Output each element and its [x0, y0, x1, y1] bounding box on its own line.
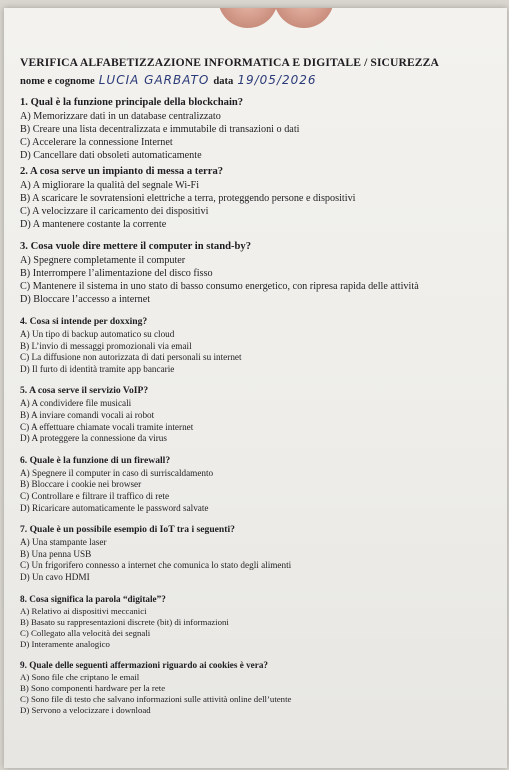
answer-option: B) Bloccare i cookie nei browser [20, 479, 142, 490]
answer-option: B) L’invio di messaggi promozionali via email [20, 340, 192, 351]
finger-left [218, 8, 278, 28]
question-text: 2. A cosa serve un impianto di messa a terra? [20, 166, 224, 177]
question-text: 6. Quale è la funzione di un firewall? [20, 454, 171, 466]
answer-option: C) Collegato alla velocità dei segnali [20, 627, 151, 638]
question-text: 8. Cosa significa la parola “digitale”? [20, 593, 166, 604]
answer-option: D) Bloccare l’accesso a internet [20, 294, 151, 305]
answer-option: B) A inviare comandi vocali ai robot [20, 409, 155, 420]
question-block [20, 660, 500, 716]
answer-option: D) A proteggere la connessione da virus [20, 433, 167, 444]
question-text: 5. A cosa serve il servizio VoIP? [20, 385, 149, 397]
question-text: 4. Cosa si intende per doxxing? [20, 316, 148, 327]
answer-option: A) Spegnere il computer in caso di surriscaldamento [20, 467, 214, 478]
document-body [20, 56, 500, 716]
question-block [20, 385, 500, 444]
answer-option: C) Un frigorifero connesso a internet che comunica lo stato degli alimenti [20, 560, 292, 571]
answer-option: A) Una stampante laser [20, 537, 107, 548]
question-block [20, 166, 500, 231]
answer-option: D) Servono a velocizzare i download [20, 704, 151, 715]
answer-option: A) Relativo ai dispositivi meccanici [20, 605, 147, 616]
question-text: 9. Quale delle seguenti affermazioni riguardo ai cookies è vera? [20, 659, 269, 670]
question-block [20, 594, 500, 650]
name-date-row [20, 73, 500, 87]
answer-option: D) A mantenere costante la corrente [20, 219, 167, 230]
question-block [20, 97, 500, 162]
answer-option: B) Creare una lista decentralizzata e immutabile di transazioni o dati [20, 124, 300, 135]
answer-option: C) La diffusione non autorizzata di dati personali su internet [20, 352, 242, 363]
finger-right [274, 8, 334, 28]
question-block [20, 241, 500, 306]
answer-option: D) Cancellare dati obsoleti automaticamente [20, 150, 202, 161]
answer-option: A) Un tipo di backup automatico su cloud [20, 329, 175, 339]
answer-option: D) Interamente analogico [20, 638, 110, 649]
answer-option: D) Il furto di identità tramite app bancarie [20, 363, 175, 374]
answer-option: A) Memorizzare dati in un database centralizzato [20, 111, 221, 122]
answer-option: B) Una penna USB [20, 548, 92, 559]
answer-option: C) A effettuare chiamate vocali tramite internet [20, 421, 194, 432]
answer-option: A) Spegnere completamente il computer [20, 255, 186, 266]
answer-option: C) Controllare e filtrare il traffico di rete [20, 490, 170, 501]
answer-option: B) A scaricare le sovratensioni elettriche a terra, proteggendo persone e dispositivi [20, 193, 356, 204]
question-block [20, 455, 500, 514]
question-text: 1. Qual è la funzione principale della blockchain? [20, 97, 244, 108]
answer-option: B) Sono componenti hardware per la rete [20, 682, 166, 693]
answer-option: C) Accelerare la connessione Internet [20, 137, 173, 148]
answer-option: A) A condividere file musicali [20, 398, 132, 409]
answer-option: A) Sono file che criptano le email [20, 671, 140, 682]
answer-option: C) Sono file di testo che salvano informazioni sulle attività online dell’utente [20, 693, 292, 704]
answer-option: C) Mantenere il sistema in uno stato di basso consumo energetico, con ripresa rapida delle attività [20, 281, 419, 292]
doc-title: VERIFICA ALFABETIZZAZIONE INFORMATICA E DIGITALE / SICUREZZA [20, 56, 439, 69]
answer-option: B) Basato su rappresentazioni discrete (bit) di informazioni [20, 616, 229, 627]
question-text: 3. Cosa vuole dire mettere il computer in stand-by? [20, 241, 251, 252]
paper-sheet [4, 8, 507, 768]
answer-option: D) Un cavo HDMI [20, 571, 90, 582]
name-handwritten: LUCIA GARBATO [98, 73, 210, 87]
question-list [20, 97, 500, 716]
name-label: nome e cognome [20, 76, 95, 87]
date-label: data [213, 76, 234, 87]
date-handwritten: 19/05/2026 [237, 73, 317, 87]
question-text: 7. Quale è un possibile esempio di IoT tra i seguenti? [20, 524, 235, 536]
question-block [20, 316, 500, 375]
answer-option: A) A migliorare la qualità del segnale Wi-Fi [20, 180, 200, 191]
answer-option: D) Ricaricare automaticamente le password salvate [20, 502, 209, 513]
question-block [20, 524, 500, 583]
answer-option: B) Interrompere l’alimentazione del disco fisso [20, 268, 213, 279]
answer-option: C) A velocizzare il caricamento dei dispositivi [20, 206, 209, 217]
